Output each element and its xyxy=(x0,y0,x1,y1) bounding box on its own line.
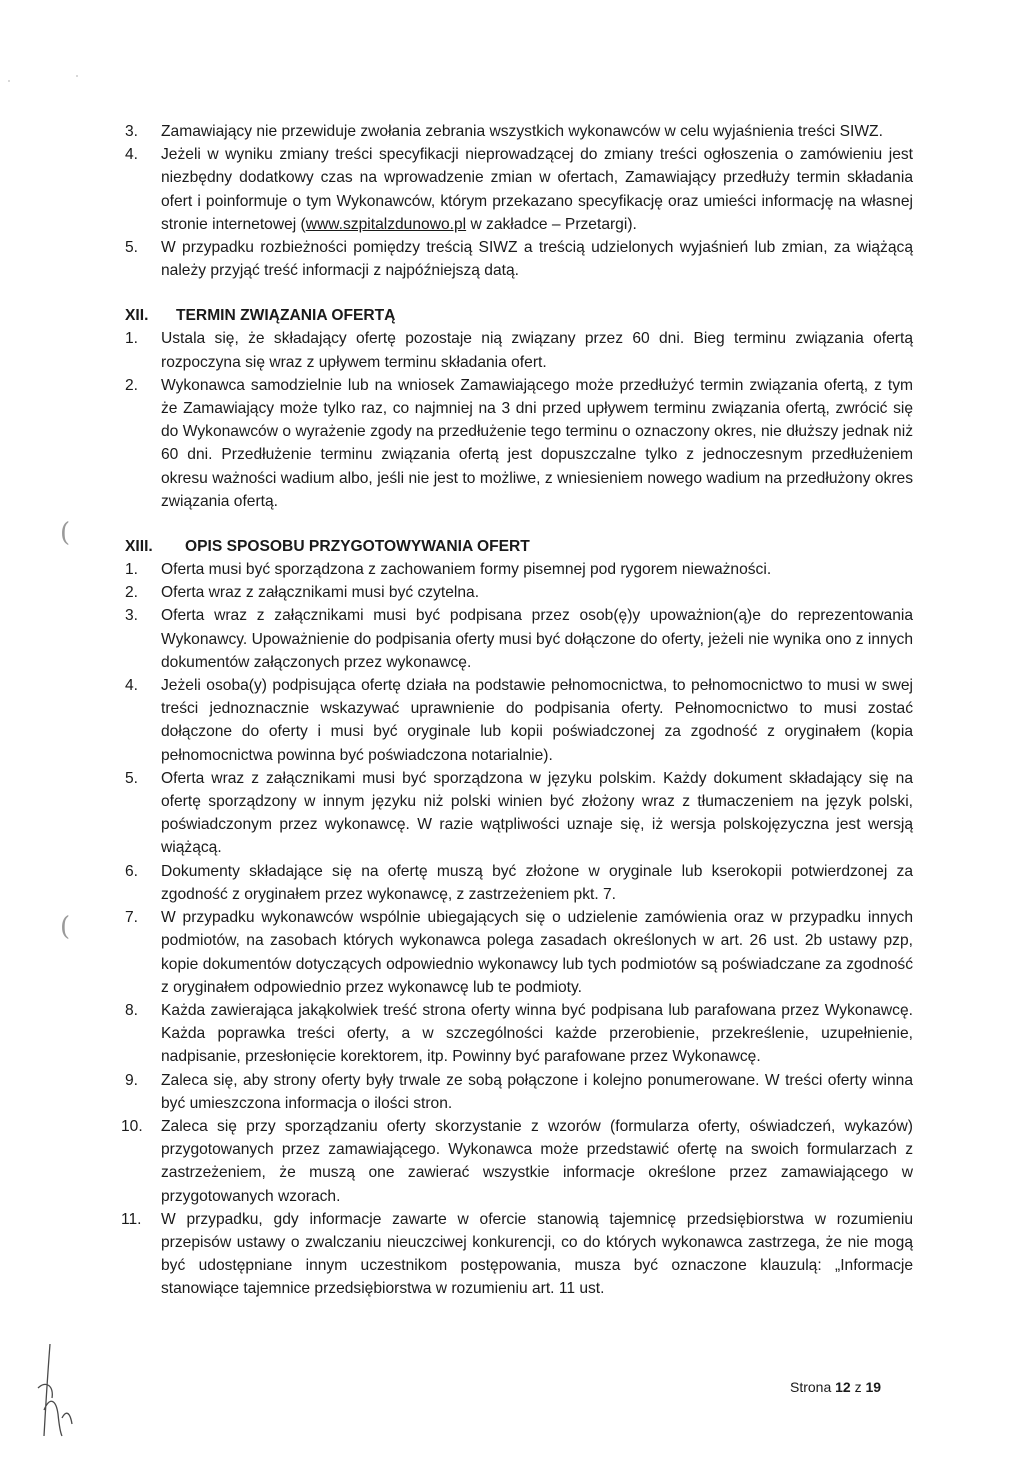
footer-separator: z xyxy=(854,1379,862,1395)
scan-speck xyxy=(8,80,10,82)
item-number: 4. xyxy=(125,146,139,164)
item-text: Wykonawca samodzielnie lub na wniosek Zamawiającego może przedłużyć termin związania ofertą, z tym że Zamawiający może tylko raz, co najmniej na 3 dni przed upływem terminu związania ofertą, zwrócić się do Wykonawców o wyrażenie zgody na przedłużenie tego terminu o oznaczony okres, nie dłuższy jednak niż 60 dni. Przedłużenie terminu związania ofertą jest dopuszczalne tylko z jednoczesnym przedłużeniem okresu ważności wadium albo, jeśli nie jest to możliwe, z wniesieniem nowego wadium na przedłużony okres związania ofertą. xyxy=(161,376,913,510)
item-text: Zamawiający nie przewiduje zwołania zebrania wszystkich wykonawców w celu wyjaśnienia treści SIWZ. xyxy=(161,123,883,140)
signature-initials xyxy=(26,1340,116,1440)
item-text: Dokumenty składające się na ofertę muszą być złożone w oryginale lub kserokopii potwierdzonej za zgodność z oryginałem przez wykonawcę, z zastrzeżeniem pkt. 7. xyxy=(161,862,913,903)
list-item xyxy=(125,558,913,581)
list-item xyxy=(121,1208,913,1301)
list-item xyxy=(125,236,913,282)
scan-speck xyxy=(76,75,78,77)
list-item xyxy=(125,906,913,999)
item-text: Oferta wraz z załącznikami musi być czytelna. xyxy=(161,584,480,602)
item-text: Każda zawierająca jakąkolwiek treść strona oferty winna być podpisana lub parafowana przez Wykonawcę. Każda poprawka treści oferty, a w szczególności każde przerobienie, przekreślenie, uzupełnienie, nadpisanie, przesłonięcie korektorem, itp. Powinny być parafowane przez Wykonawcę. xyxy=(161,1001,913,1066)
list-item xyxy=(125,120,913,143)
item-number: 9. xyxy=(125,1071,139,1089)
section-title: TERMIN ZWIĄZANIA OFERTĄ xyxy=(176,307,396,325)
list-item xyxy=(125,581,913,604)
section-title: OPIS SPOSOBU PRZYGOTOWYWANIA OFERT xyxy=(185,538,530,556)
item-number: 1. xyxy=(125,561,139,579)
item-text: Oferta wraz z załącznikami musi być podpisana przez osob(ę)y upoważnion(ą)e do reprezentowania Wykonawcy. Upoważnienie do podpisania oferty musi być dołączone do oferty, jeżeli nie wynika ono z innych dokumentów załączonych przez wykonawcę. xyxy=(161,607,913,671)
list-item xyxy=(125,1069,913,1115)
item-number: 4. xyxy=(125,677,139,695)
section-number: XII. xyxy=(125,307,149,325)
item-text: Ustala się, że składający ofertę pozostaje nią związany przez 60 dni. Bieg terminu związania ofertą rozpoczyna się wraz z upływem terminu składania ofert. xyxy=(161,330,913,371)
footer-page-total: 19 xyxy=(865,1379,882,1395)
item-number: 6. xyxy=(125,862,139,880)
list-item xyxy=(121,1115,913,1208)
item-number: 3. xyxy=(125,123,139,140)
item-number: 2. xyxy=(125,584,139,602)
item-text: W przypadku wykonawców wspólnie ubiegających się o udzielenie zamówienia oraz w przypadku innych podmiotów, na zasobach których wykonawca polega zasadach określonych w art. 26 ust. 2b ustawy pzp, kopie dokumentów dotyczących odpowiednio wykonawcy lub tych podmiotów są poświadczane za zgodność z oryginałem odpowiednio przez wykonawcę lub te podmioty. xyxy=(161,909,913,996)
item-number: 1. xyxy=(125,330,139,348)
item-number: 10. xyxy=(121,1117,143,1135)
list-item xyxy=(125,860,913,906)
list-item xyxy=(125,374,913,513)
item-text: Oferta wraz z załącznikami musi być sporządzona w języku polskim. Każdy dokument składający się na ofertę sporządzony w innym języku niż polski winien być złożony wraz z tłumaczeniem na język polski, poświadczonym przez wykonawcę. W razie wątpliwości uznaje się, iż wersja polskojęzyczna jest wersją wiążącą. xyxy=(161,769,913,857)
document-body xyxy=(121,120,913,1301)
list-item xyxy=(125,674,913,767)
list-item xyxy=(125,143,913,236)
section-heading-xii xyxy=(125,304,913,327)
list-item xyxy=(125,999,913,1069)
list-item xyxy=(125,767,913,860)
item-number: 3. xyxy=(125,607,139,625)
margin-mark: ( xyxy=(60,518,71,548)
item-text: w zakładce – Przetargi). xyxy=(466,215,637,233)
item-text: Zaleca się przy sporządzaniu oferty skorzystanie z wzorów (formularza oferty, oświadczeń, wykazów) przygotowanych przez zamawiającego. Wykonawca może przedstawić ofertę na swoich formularzach z zastrzeżeniem, że muszą one zawierać wszystkie informacje określone przez zamawiającego w przygotowanych wzorach. xyxy=(161,1117,913,1205)
item-text: W przypadku, gdy informacje zawarte w ofercie stanowią tajemnicę przedsiębiorstwa w rozumieniu przepisów ustawy o zwalczaniu nieuczciwej konkurencji, co do których wykonawca zastrzega, że nie mogą być udostępniane innym uczestnikom postępowania, musza być oznaczone klauzulą: „Informacje stanowiące tajemnice przedsiębiorstwa w rozumieniu art. 11 ust. xyxy=(161,1210,913,1298)
section-number: XIII. xyxy=(125,538,153,556)
page-footer xyxy=(790,1379,881,1395)
item-number: 11. xyxy=(121,1210,142,1228)
list-item xyxy=(125,604,913,674)
item-text: Oferta musi być sporządzona z zachowaniem formy pisemnej pod rygorem nieważności. xyxy=(161,561,772,579)
item-text: Jeżeli osoba(y) podpisująca ofertę działa na podstawie pełnomocnictwa, to pełnomocnictwo to musi w swej treści jednoznacznie wskazywać uprawnienie do podpisania oferty. Pełnomocnictwo to musi zostać dołączone do oferty i musi być oryginale lub kopii poświadczonej za zgodność z oryginałem (kopia pełnomocnictwa powinna być poświadczona notarialnie). xyxy=(161,677,913,764)
website-link[interactable]: www.szpitalzdunowo.pl xyxy=(305,215,467,233)
item-text: W przypadku rozbieżności pomiędzy treścią SIWZ a treścią udzielonych wyjaśnień lub zmian, za wiążącą należy przyjąć treść informacji z najpóźniejszą datą. xyxy=(161,239,913,280)
item-text: Jeżeli w wyniku zmiany treści specyfikacji nieprowadzącej do zmiany treści ogłoszenia o zamówieniu jest niezbędny dodatkowy czas na wprowadzenie zmian w ofertach, Zamawiający przedłuży termin składania ofert i poinformuje o tym Wykonawców, którym przekazano specyfikację oraz umieści informację na własnej stronie internetowej ( xyxy=(161,146,913,233)
footer-prefix: Strona xyxy=(790,1379,832,1395)
item-number: 5. xyxy=(125,769,139,787)
item-text: Zaleca się, aby strony oferty były trwale ze sobą połączone i kolejno ponumerowane. W treści oferty winna być umieszczona informacja o ilości stron. xyxy=(161,1071,913,1112)
section-heading-xiii xyxy=(125,535,913,558)
list-item xyxy=(125,327,913,373)
item-number: 2. xyxy=(125,376,139,394)
item-number: 5. xyxy=(125,239,139,257)
margin-mark: ( xyxy=(60,912,71,942)
footer-page-number: 12 xyxy=(835,1379,851,1395)
item-number: 8. xyxy=(125,1001,139,1019)
item-number: 7. xyxy=(125,909,139,927)
